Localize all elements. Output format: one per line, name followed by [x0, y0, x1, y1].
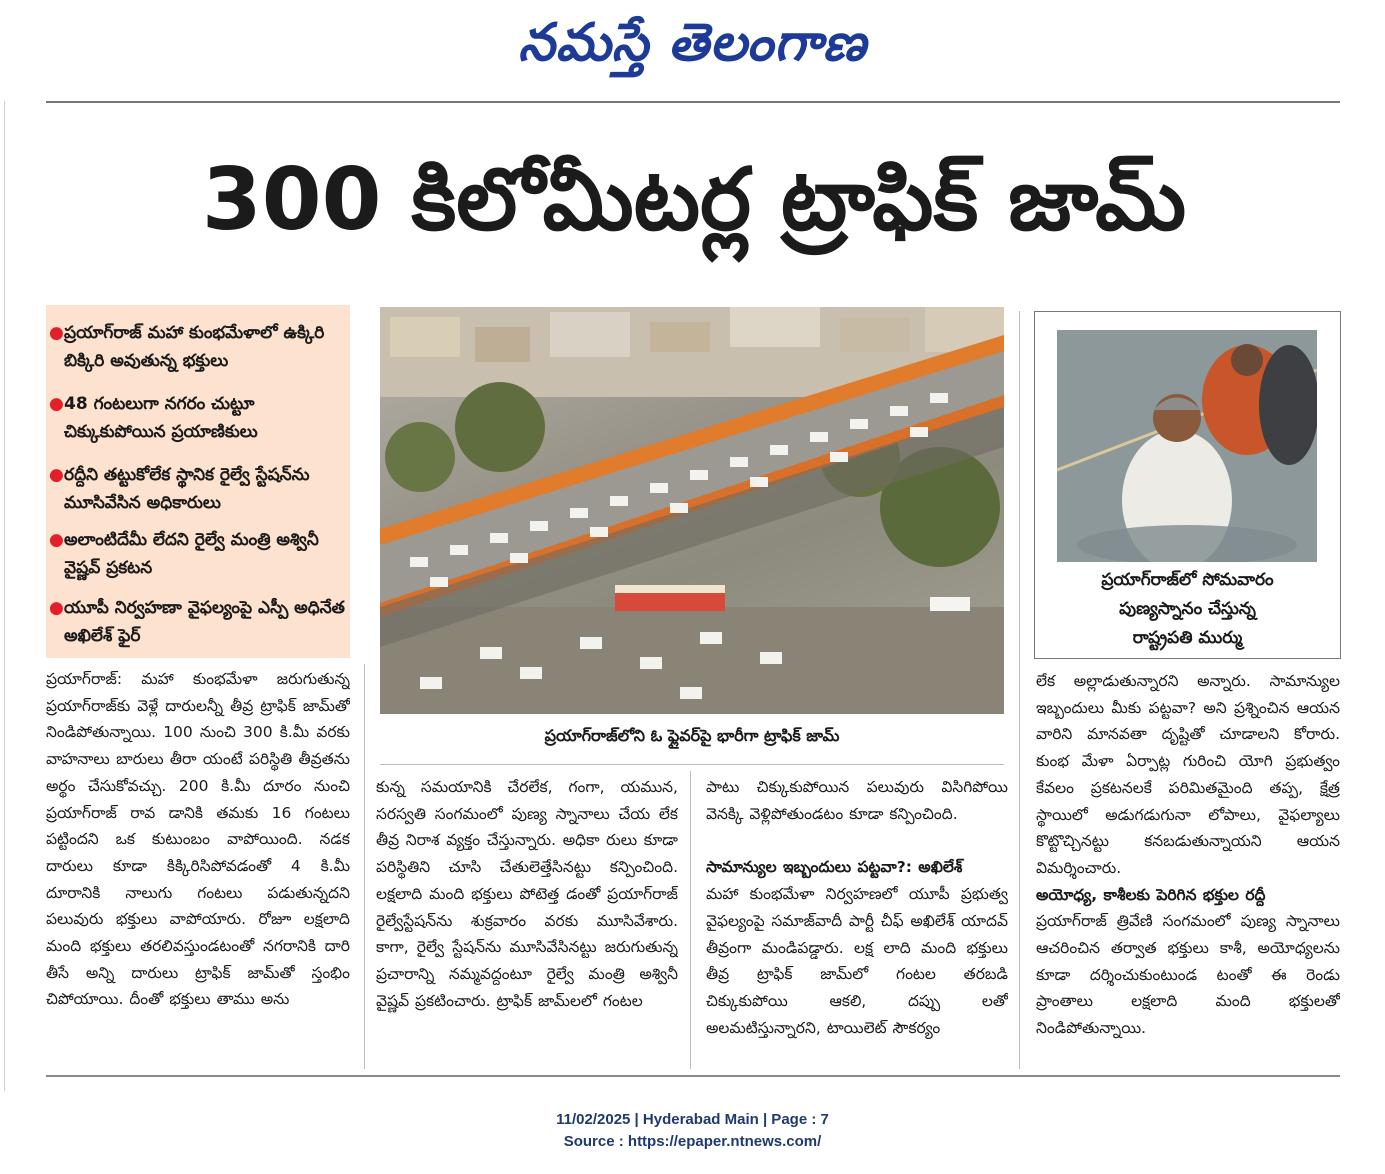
bottom-divider	[46, 1075, 1340, 1077]
highlight-item	[49, 526, 348, 582]
highlight-item	[49, 319, 348, 375]
highlight-item	[49, 390, 348, 446]
president-bathing-photo	[1057, 330, 1317, 562]
highlight-text: అలాంటిదేమీ లేదని రైల్వే మంత్రి అశ్వినీ వైష్ణవ్ ప్రకటన	[64, 530, 319, 578]
bullet-icon: ●	[49, 530, 64, 550]
caption-divider	[380, 764, 1004, 765]
article-subhead: సామాన్యుల ఇబ్బందులు పట్టవా?: అఖిలేశ్	[706, 858, 963, 877]
traffic-jam-photo	[380, 307, 1004, 714]
highlight-text: ప్రయాగ్‌రాజ్ మహా కుంభమేళాలో ఉక్కిరి బిక్కిరి అవుతున్న భక్తులు	[64, 323, 325, 371]
article-subhead: అయోధ్య, కాశీలకు పెరిగిన భక్తుల రద్దీ	[1036, 885, 1266, 904]
president-illustration	[1057, 330, 1317, 562]
caption-line: రాష్ట్రపతి ముర్ము	[1132, 628, 1243, 648]
column-divider	[1019, 311, 1020, 1069]
caption-line: ప్రయాగ్‌రాజ్‌లో సోమవారం	[1101, 570, 1274, 590]
highlight-item	[49, 594, 348, 650]
photo-caption: ప్రయాగ్‌రాజ్‌లోని ఓ ఫ్లైవర్‌పై భారీగా ట్రాఫిక్ జామ్	[544, 726, 840, 745]
article-column-3	[706, 774, 1008, 1066]
article-column-1	[46, 666, 350, 1066]
masthead-divider	[46, 101, 1340, 103]
article-column-2	[376, 774, 678, 1066]
highlight-text: రద్దీని తట్టుకోలేక స్థానిక రైల్వే స్టేషన్‌ను మూసివేసిన అధికారులు	[64, 465, 310, 513]
column-divider	[364, 664, 365, 1069]
highlights-box	[46, 305, 350, 658]
headline: 300 కిలోమీటర్ల ట్రాఫిక్ జామ్	[201, 150, 1187, 250]
highlight-text: యూపీ నిర్వహణా వైఫల్యంపై ఎస్పీ అధినేత అఖిలేశ్ ఫైర్	[64, 598, 345, 646]
article-paragraph: మహా కుంభమేళా నిర్వహణలో యూపీ ప్రభుత్వ వైఫల్యంపై సమాజ్‌వాదీ పార్టీ చీఫ్ అఖిలేశ్ యాదవ్ తీవ్రంగా మండిపడ్డారు. లక్ష లాది మంది భక్తులు తీవ్ర ట్రాఫిక్ జామ్‌లో గంటల తరబడి చిక్కుకుపోయి ఆకలి, దప్పు లతో అలమటిస్తున్నారని, టాయిలెట్ సౌకర్యం	[706, 885, 1008, 1037]
masthead: నమస్తే తెలంగాణ	[518, 12, 867, 73]
article-paragraph: లేక అల్లాడుతున్నారని అన్నారు. సామాన్యుల ఇబ్బందులు మీకు పట్టవా? అని ప్రశ్నించిన ఆయన వారిని మానవతా దృష్టితో చూడాలని కోరారు. కుంభ మేళా ఏర్పాట్ల గురించి యోగి ప్రభుత్వం కేవలం ప్రకటనలకే పరిమితమైంది తప్ప, క్షేత్ర స్థాయిలో అడుగడుగునా లోపాలు, వైఫల్యాలు కొట్టొచ్చినట్టు కనబడుతున్నాయని ఆయన విమర్శించారు.	[1036, 672, 1340, 877]
page-left-border	[4, 101, 5, 1091]
bullet-icon: ●	[49, 323, 64, 343]
footer-source-line: Source : https://epaper.ntnews.com/	[563, 1133, 822, 1150]
column-divider	[690, 771, 691, 1069]
article-paragraph: ప్రయాగ్‌రాజ్: మహా కుంభమేళా జరుగుతున్న ప్రయాగ్‌రాజ్‌కు వెళ్లే దారులన్నీ తీవ్ర ట్రాఫిక్ జామ్‌తో నిండిపోతున్నాయి. 100 నుంచి 300 కి.మీ వరకు వాహనాలు బారులు తీరా యంటే పరిస్థితి తీవ్రతను అర్థం చేసుకోవచ్చు. 200 కి.మీ దూరం నుంచి ప్రయాగ్‌రాజ్ రావ డానికి తమకు 16 గంటలు పట్టిందని ఒక కుటుంబం వాపోయింది. నడక దారులు కూడా కిక్కిరిసిపోవడంతో 4 కి.మీ దూరానికి నాలుగు గంటలు పడుతున్నదని పలువురు భక్తులు వాపోయారు. రోజూ లక్షలాది మంది భక్తులు తరలివస్తుండటంతో నగరానికి దారి తీసే అన్ని దారులు ట్రాఫిక్ జామ్‌తో స్తంభిం చిపోయాయి. దీంతో భక్తులు తాము అను	[46, 670, 350, 1009]
highlight-text: 48 గంటలుగా నగరం చుట్టూ చిక్కుకుపోయిన ప్రయాణికులు	[64, 394, 258, 442]
caption-line: పుణ్యస్నానం చేస్తున్న	[1119, 599, 1256, 619]
article-paragraph: కున్న సమయానికి చేరలేక, గంగా, యమున, సరస్వతి సంగమంలో పుణ్య స్నానాలు చేయ లేక తీవ్ర నిరాశ వ్యక్తం చేస్తున్నారు. అధికా రులు కూడా పరిస్థితిని చూసి చేతులెత్తేసినట్టు కన్పించింది. లక్షలాది మంది భక్తులు పోటెత్త డంతో ప్రయాగ్‌రాజ్ రైల్వేస్టేషన్‌ను శుక్రవారం వరకు మూసివేశారు. కాగా, రైల్వే స్టేషన్‌ను మూసివేసినట్టు జరుగుతున్న ప్రచారాన్ని నమ్మవద్దంటూ రైల్వే మంత్రి అశ్వినీ వైష్ణవ్ ప్రకటించారు. ట్రాఫిక్ జామ్‌లలో గంటల	[376, 778, 678, 1010]
flyover-illustration	[380, 307, 1004, 714]
article-paragraph: పాటు చిక్కుకుపోయిన పలువురు విసిగిపోయి వెనక్కి వెళ్లిపోతుండటం కూడా కన్పించింది.	[706, 778, 1008, 823]
highlight-item	[49, 461, 348, 517]
bullet-icon: ●	[49, 465, 64, 485]
president-caption	[1035, 566, 1340, 653]
bullet-icon: ●	[49, 598, 64, 618]
bullet-icon: ●	[49, 394, 64, 414]
article-column-4	[1036, 668, 1340, 1066]
footer-date-line: 11/02/2025 | Hyderabad Main | Page : 7	[556, 1111, 829, 1128]
article-paragraph: ప్రయాగ్‌రాజ్ త్రివేణి సంగమంలో పుణ్య స్నానాలు ఆచరించిన తర్వాత భక్తులు కాశీ, అయోధ్యలను కూడా దర్శించుకుంటుండ టంతో ఈ రెండు ప్రాంతాలు లక్షలాది మంది భక్తులతో నిండిపోతున్నాయి.	[1036, 912, 1340, 1038]
president-photo-box	[1034, 311, 1341, 659]
